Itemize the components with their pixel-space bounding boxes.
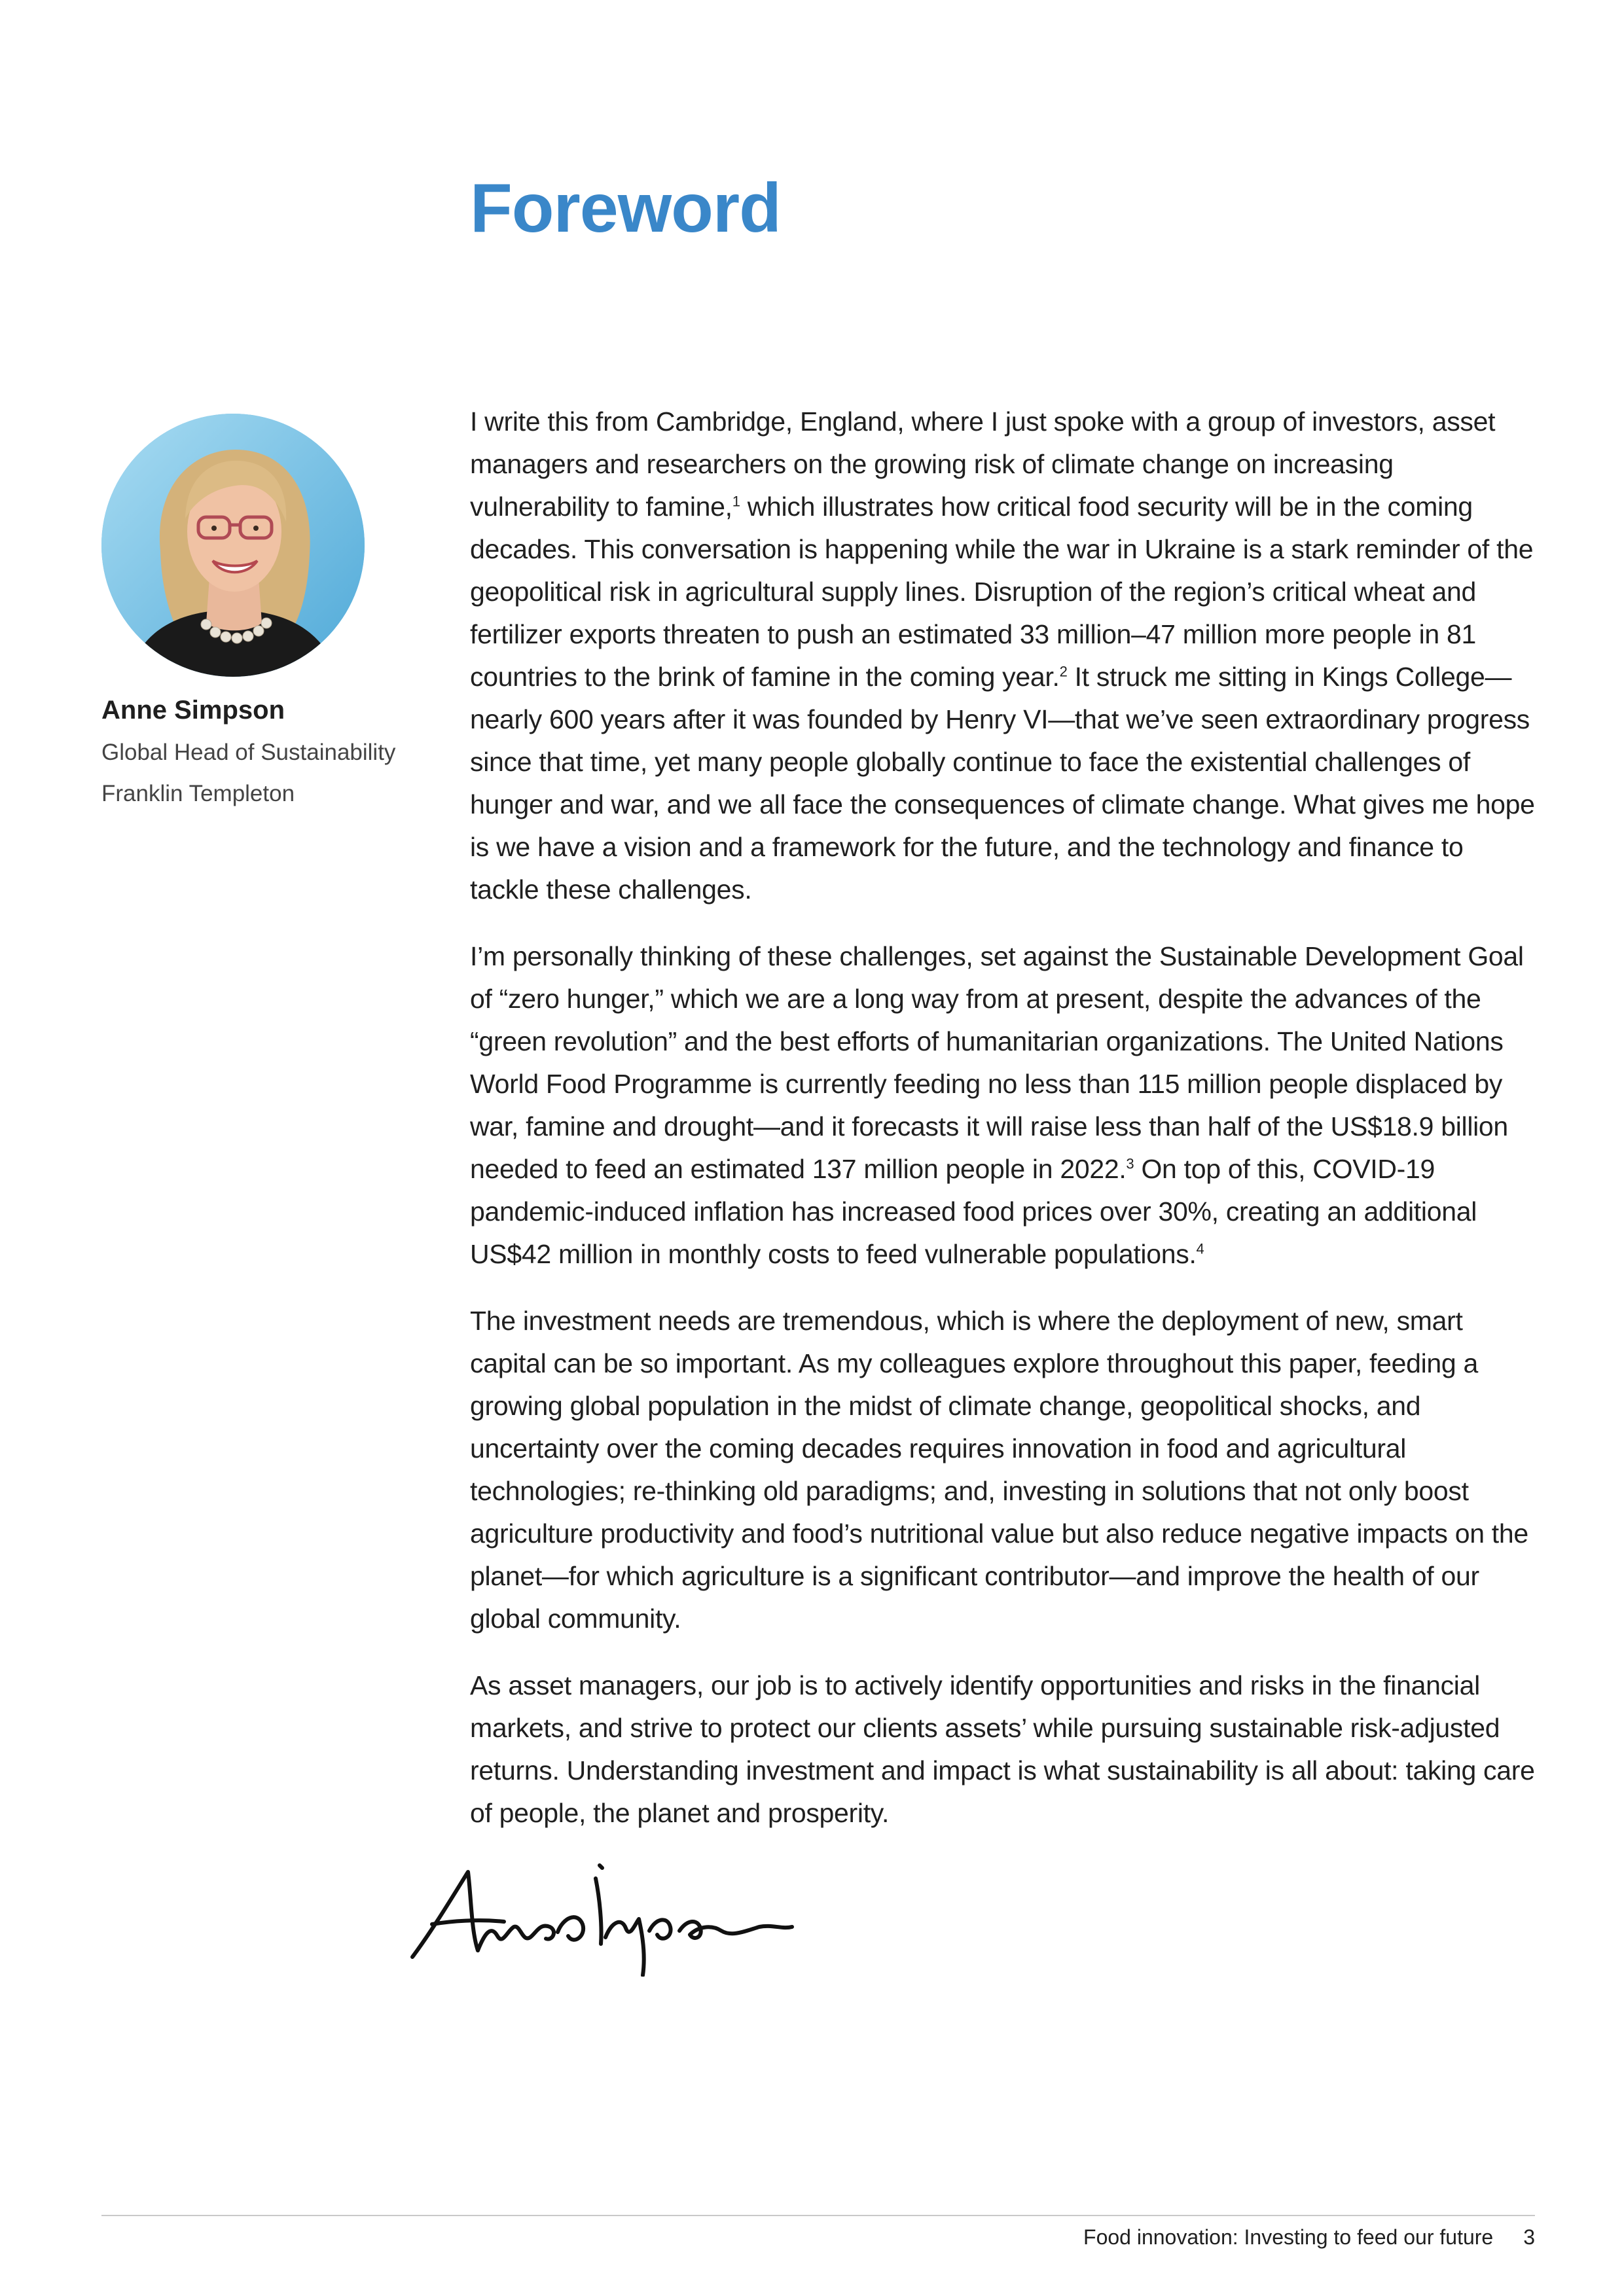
paragraph-1 bbox=[470, 401, 1537, 911]
author-block bbox=[101, 689, 429, 814]
footnote-ref: 4 bbox=[1196, 1240, 1204, 1257]
paragraph-text: I’m personally thinking of these challenges, set against the Sustainable Development Goal of “zero hunger,” which we are a long way from at present, despite the advances of the “green revolution” and the best efforts of humanitarian organizations. The United Nations World Food Programme is currently feeding no less than 115 million people displaced by war, famine and drought—and it forecasts it will raise less than half of the US$18.9 billion needed to feed an estimated 137 million people in 2022. bbox=[470, 941, 1524, 1184]
paragraph-text: As asset managers, our job is to actively identify opportunities and risks in the financial markets, and strive to protect our clients assets’ while pursuing sustainable risk-adjusted returns. Understanding investment and impact is what sustainability is all about: taking care of people, the planet and prosperity. bbox=[470, 1670, 1535, 1828]
page-number: 3 bbox=[1523, 2225, 1535, 2249]
author-company: Franklin Templeton bbox=[101, 781, 295, 806]
paragraph-text: The investment needs are tremendous, which is where the deployment of new, smart capital can be so important. As my colleagues explore throughout this paper, feeding a growing global population in the midst of climate change, geopolitical shocks, and uncertainty over the coming decades requires innovation in food and agricultural technologies; re-thinking old paradigms; and, investing in solutions that not only boost agriculture productivity and food’s nutritional value but also reduce negative impacts on the planet—for which agriculture is a significant contributor—and improve the health of our global community. bbox=[470, 1306, 1528, 1634]
signature-image bbox=[406, 1859, 851, 1977]
author-portrait bbox=[101, 414, 365, 677]
author-role: Global Head of Sustainability bbox=[101, 740, 396, 765]
footer-divider bbox=[101, 2215, 1535, 2216]
paragraph-text: On top of this, COVID-19 pandemic-induced inflation has increased food prices over 30%, creating an additional US$42 million in monthly costs to feed vulnerable populations. bbox=[470, 1154, 1477, 1269]
paragraph-2 bbox=[470, 935, 1537, 1276]
paragraph-4 bbox=[470, 1664, 1537, 1835]
paragraph-text: It struck me sitting in Kings College—nearly 600 years after it was founded by Henry VI—that we’ve seen extraordinary progress since that time, yet many people globally continue to face the existential challenges of hunger and war, and we all face the consequences of climate change. What gives me hope is we have a vision and a framework for the future, and the technology and finance to tackle these challenges. bbox=[470, 662, 1535, 905]
paragraph-text: which illustrates how critical food security will be in the coming decades. This conversation is happening while the war in Ukraine is a stark reminder of the geopolitical risk in agricultural supply lines. Disruption of the region’s critical wheat and fertilizer exports threaten to push an estimated 33 million–47 million more people in 81 countries to the brink of famine in the coming year. bbox=[470, 492, 1534, 692]
footnote-ref: 3 bbox=[1126, 1155, 1134, 1172]
paragraph-text: I write this from Cambridge, England, where I just spoke with a group of investors, asset managers and researchers on the growing risk of climate change on increasing vulnerability to famine, bbox=[470, 406, 1496, 522]
page-footer bbox=[1083, 2225, 1535, 2250]
paragraph-3 bbox=[470, 1300, 1537, 1640]
page-title: Foreword bbox=[470, 170, 781, 247]
footer-title: Food innovation: Investing to feed our future bbox=[1083, 2225, 1494, 2249]
footnote-ref: 2 bbox=[1059, 663, 1068, 680]
foreword-body bbox=[470, 401, 1537, 1859]
author-name: Anne Simpson bbox=[101, 696, 285, 725]
footnote-ref: 1 bbox=[732, 493, 740, 510]
portrait-image bbox=[101, 414, 365, 677]
